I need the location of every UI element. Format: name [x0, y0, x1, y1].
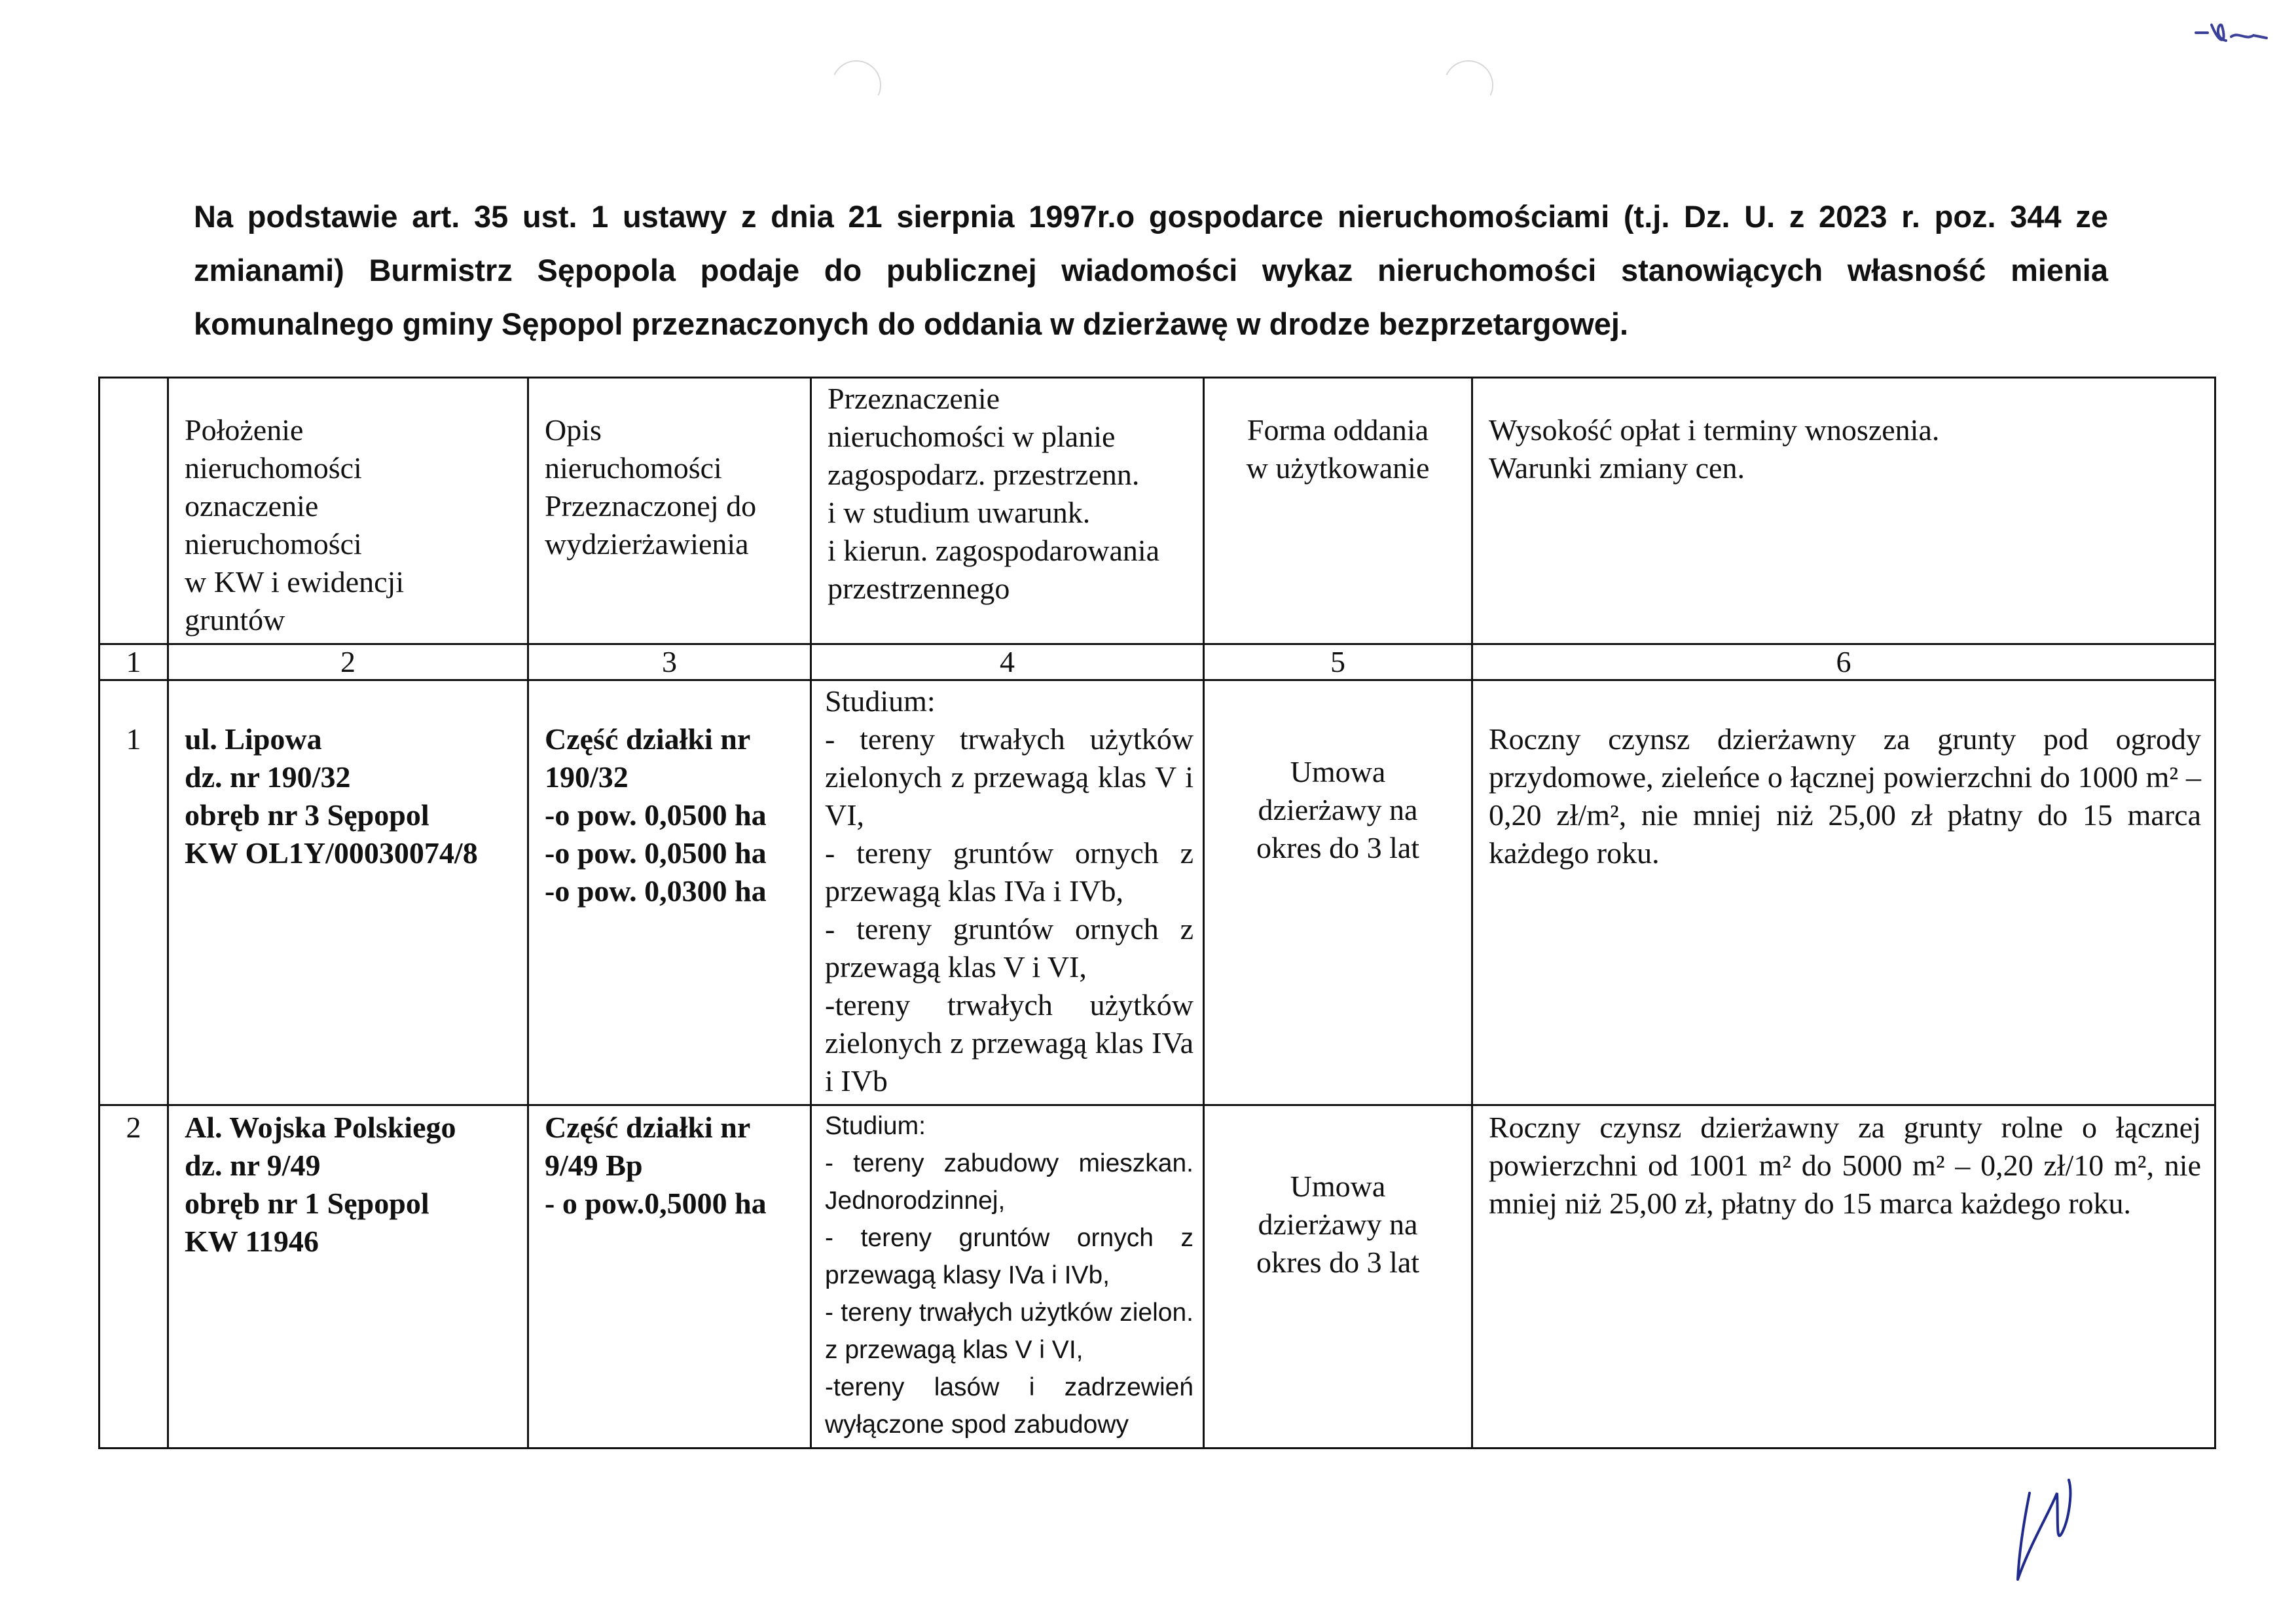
- handwritten-page-mark: [2193, 18, 2272, 51]
- lease-fees: Roczny czynsz dzierżawny za grunty rolne o łącznej powierzchni od 1001 m² do 5000 m² – 0,20 zł/10 m², nie mniej niż 25,00 zł, płatny do 15 marca każdego roku.: [1472, 1105, 2215, 1449]
- lease-form: Umowa dzierżawy na okres do 3 lat: [1204, 680, 1472, 1105]
- zoning-plan: Studium: - tereny trwałych użytków zielonych z przewagą klas V i VI, - tereny gruntów ornych z przewagą klas IVa i IVb, - tereny gruntów ornych z przewagą klas V i VI, -tereny trwałych użytków zielonych z przewagą klas IVa i IVb: [811, 680, 1204, 1105]
- property-location: ul. Lipowa dz. nr 190/32 obręb nr 3 Sępopol KW OL1Y/00030074/8: [168, 680, 528, 1105]
- column-number-row: [100, 644, 2215, 680]
- punch-hole-mark: [1436, 53, 1500, 117]
- header-lp: [100, 378, 168, 644]
- header-zoning-plan: Przeznaczenie nieruchomości w planie zagospodarz. przestrzenn. i w studium uwarunk. i kierun. zagospodarowania przestrzennego: [811, 378, 1204, 644]
- property-description: Część działki nr 190/32 -o pow. 0,0500 ha -o pow. 0,0500 ha -o pow. 0,0300 ha: [528, 680, 811, 1105]
- row-number: 2: [100, 1105, 168, 1449]
- property-description: Część działki nr 9/49 Bp - o pow.0,5000 ha: [528, 1105, 811, 1449]
- property-location: Al. Wojska Polskiego dz. nr 9/49 obręb nr 1 Sępopol KW 11946: [168, 1105, 528, 1449]
- column-number: 2: [168, 644, 528, 680]
- header-location: Położenie nieruchomości oznaczenie nieruchomości w KW i ewidencji gruntów: [168, 378, 528, 644]
- zoning-plan: Studium: - tereny zabudowy mieszkan. Jednorodzinnej, - tereny gruntów ornych z przewagą klasy IVa i IVb, - tereny trwałych użytków zielon. z przewagą klas V i VI, -tereny lasów i zadrzewień wyłączone spod zabudowy: [811, 1105, 1204, 1449]
- punch-hole-mark: [824, 53, 888, 117]
- lease-form: Umowa dzierżawy na okres do 3 lat: [1204, 1105, 1472, 1449]
- column-number: 1: [100, 644, 168, 680]
- header-description: Opis nieruchomości Przeznaczonej do wydzierżawienia: [528, 378, 811, 644]
- header-fees: Wysokość opłat i terminy wnoszenia. Warunki zmiany cen.: [1472, 378, 2215, 644]
- table-header-row: [100, 378, 2215, 644]
- property-list-table: [98, 377, 2216, 1449]
- table-row: [100, 680, 2215, 1105]
- column-number: 3: [528, 644, 811, 680]
- row-number: 1: [100, 680, 168, 1105]
- handwritten-signature: [2010, 1467, 2082, 1585]
- table-row: [100, 1105, 2215, 1449]
- lease-fees: Roczny czynsz dzierżawny za grunty pod ogrody przydomowe, zieleńce o łącznej powierzchni do 1000 m² – 0,20 zł/m², nie mniej niż 25,00 zł płatny do 15 marca każdego roku.: [1472, 680, 2215, 1105]
- column-number: 5: [1204, 644, 1472, 680]
- intro-paragraph: Na podstawie art. 35 ust. 1 ustawy z dnia 21 sierpnia 1997r.o gospodarce nieruchomościami (t.j. Dz. U. z 2023 r. poz. 344 ze zmianami) Burmistrz Sępopola podaje do publicznej wiadomości wykaz nieruchomości stanowiących własność mienia komunalnego gminy Sępopol przeznaczonych do oddania w dzierżawę w drodze bezprzetargowej.: [194, 199, 2108, 341]
- column-number: 4: [811, 644, 1204, 680]
- header-form: Forma oddania w użytkowanie: [1204, 378, 1472, 644]
- column-number: 6: [1472, 644, 2215, 680]
